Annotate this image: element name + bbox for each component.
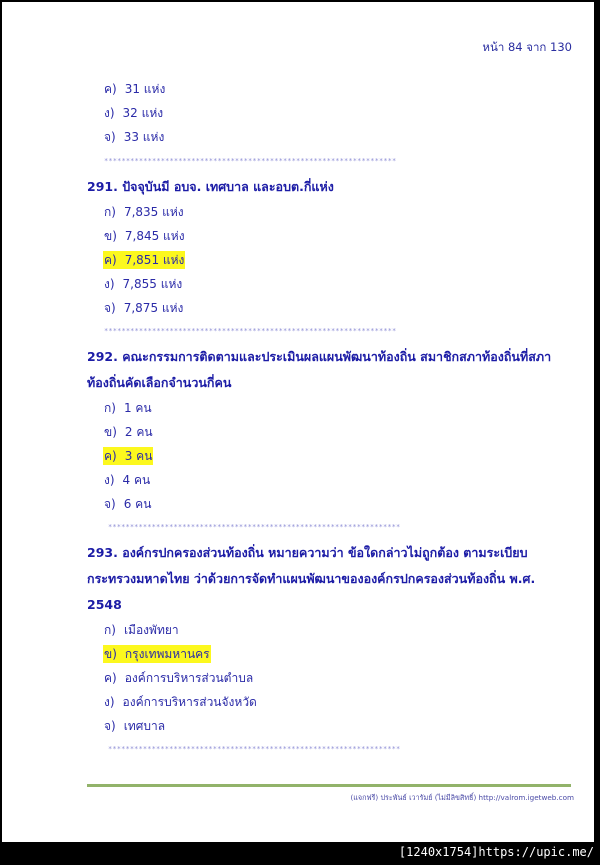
option-letter: ข) <box>104 647 117 661</box>
option-text: เทศบาล <box>123 719 166 733</box>
option-text: 2 คน <box>124 425 153 439</box>
watermark-text: [1240x1754]https://upic.me/ <box>398 845 594 859</box>
option-letter: ก) <box>104 401 116 415</box>
question-292-line-1: 292. คณะกรรมการติดตามและประเมินผลแผนพัฒนาท้องถิ่น สมาชิกสภาท้องถิ่นที่สภา <box>87 349 552 364</box>
option-letter: ค) <box>104 253 117 267</box>
option-letter: ข) <box>104 229 117 243</box>
option-292-c-answer-highlight <box>103 447 153 465</box>
divider-stars: ******************************************************************* <box>104 327 397 335</box>
option-293-c <box>103 669 254 687</box>
option-text: 7,855 แห่ง <box>122 277 183 291</box>
option-292-e <box>103 495 152 513</box>
option-letter: ง) <box>104 106 115 120</box>
option-293-d <box>103 693 258 711</box>
option-letter: ง) <box>104 695 115 709</box>
option-text: 31 แห่ง <box>124 82 166 96</box>
option-prev-c <box>103 80 166 98</box>
option-prev-e <box>103 128 165 146</box>
footer-rule <box>87 784 571 787</box>
option-text: 4 คน <box>122 473 151 487</box>
question-293-line-3: 2548 <box>87 597 122 612</box>
document-page <box>2 2 594 842</box>
option-text: เมืองพัทยา <box>123 623 179 637</box>
option-letter: ค) <box>104 449 117 463</box>
option-292-d <box>103 471 151 489</box>
option-293-e <box>103 717 166 735</box>
option-letter: จ) <box>104 719 116 733</box>
option-prev-d <box>103 104 164 122</box>
option-letter: ก) <box>104 205 116 219</box>
option-293-b-answer-highlight <box>103 645 211 663</box>
option-letter: ง) <box>104 473 115 487</box>
option-291-d <box>103 275 183 293</box>
divider-stars: ******************************************************************* <box>104 157 397 165</box>
option-letter: จ) <box>104 301 116 315</box>
option-text: 7,835 แห่ง <box>123 205 184 219</box>
footer-credit: (แจกฟรี) ประพันธ์ เวารัมย์ (ไม่มีลิขสิทธิ์) http://valrom.igetweb.com <box>350 793 574 802</box>
option-291-e <box>103 299 184 317</box>
option-text: 7,845 แห่ง <box>124 229 185 243</box>
option-291-a <box>103 203 185 221</box>
divider-stars: ******************************************************************* <box>108 745 401 753</box>
question-293-line-2: กระทรวงมหาดไทย ว่าด้วยการจัดทำแผนพัฒนาขององค์กรปกครองส่วนท้องถิ่น พ.ศ. <box>87 571 536 586</box>
option-293-a <box>103 621 180 639</box>
option-text: 6 คน <box>123 497 152 511</box>
option-291-c-answer-highlight <box>103 251 185 269</box>
option-letter: ค) <box>104 671 117 685</box>
option-text: 1 คน <box>123 401 152 415</box>
option-292-a <box>103 399 153 417</box>
question-292-line-2: ท้องถิ่นคัดเลือกจำนวนกี่คน <box>87 375 232 390</box>
option-letter: ง) <box>104 277 115 291</box>
page-indicator: หน้า 84 จาก 130 <box>482 40 572 54</box>
option-letter: จ) <box>104 497 116 511</box>
option-text: 7,851 แห่ง <box>124 253 185 267</box>
question-291: 291. ปัจจุบันมี อบจ. เทศบาล และอบต.กี่แห่ง <box>87 179 334 194</box>
option-text: กรุงเทพมหานคร <box>124 647 210 661</box>
option-letter: ค) <box>104 82 117 96</box>
option-text: 7,875 แห่ง <box>123 301 184 315</box>
option-text: 33 แห่ง <box>123 130 165 144</box>
option-text: 32 แห่ง <box>122 106 164 120</box>
option-text: องค์การบริหารส่วนจังหวัด <box>122 695 257 709</box>
option-letter: ก) <box>104 623 116 637</box>
option-letter: จ) <box>104 130 116 144</box>
question-293-line-1: 293. องค์กรปกครองส่วนท้องถิ่น หมายความว่า ข้อใดกล่าวไม่ถูกต้อง ตามระเบียบ <box>87 545 528 560</box>
option-291-b <box>103 227 186 245</box>
option-text: 3 คน <box>124 449 153 463</box>
option-letter: ข) <box>104 425 117 439</box>
option-text: องค์การบริหารส่วนตำบล <box>124 671 254 685</box>
option-292-b <box>103 423 154 441</box>
divider-stars: ******************************************************************* <box>108 523 401 531</box>
